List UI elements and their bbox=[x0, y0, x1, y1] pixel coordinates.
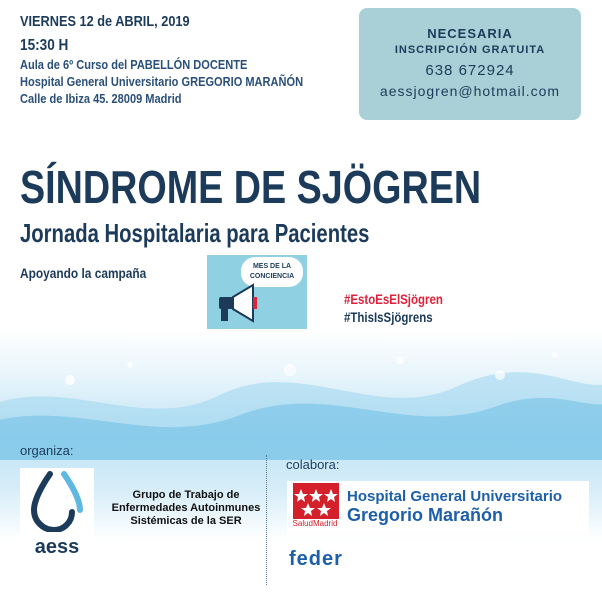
aess-logo-text: aess bbox=[34, 536, 80, 558]
colabora-label: colabora: bbox=[286, 457, 340, 472]
page-title: SÍNDROME DE SJÖGREN bbox=[20, 161, 482, 213]
page-subtitle: Jornada Hospitalaria para Pacientes bbox=[20, 218, 370, 248]
awareness-month-badge bbox=[207, 255, 307, 329]
event-address: Calle de Ibiza 45. 28009 Madrid bbox=[20, 91, 182, 106]
salud-madrid-text: SaludMadrid bbox=[292, 519, 338, 528]
registration-required: NECESARIA bbox=[427, 26, 513, 41]
organiza-label: organiza: bbox=[20, 443, 74, 458]
event-time: 15:30 H bbox=[20, 37, 69, 54]
water-splash-graphic bbox=[0, 340, 602, 460]
event-info bbox=[20, 12, 353, 107]
feder-logo bbox=[287, 545, 349, 575]
section-divider bbox=[266, 455, 268, 585]
madrid-star-icon bbox=[293, 483, 339, 519]
registration-free: INSCRIPCIÓN GRATUITA bbox=[394, 44, 546, 56]
megaphone-icon bbox=[213, 279, 263, 323]
aess-droplet-icon bbox=[30, 470, 86, 532]
event-venue-1: Aula de 6º Curso del PABELLÓN DOCENTE bbox=[20, 57, 248, 72]
event-date: VIERNES 12 de ABRIL, 2019 bbox=[20, 13, 190, 30]
registration-email[interactable]: aessjogren@hotmail.com bbox=[379, 83, 561, 99]
event-venue-2: Hospital General Universitario GREGORIO MARAÑÓN bbox=[20, 74, 304, 89]
aess-logo bbox=[20, 468, 94, 558]
badge-speech-bubble: MES DE LA CONCIENCIA bbox=[241, 257, 303, 287]
campaign-label: Apoyando la campaña bbox=[20, 265, 147, 281]
campaign-hashtags bbox=[344, 290, 443, 326]
hospital-name-line2: Gregorio Marañón bbox=[347, 505, 504, 525]
hospital-logo bbox=[287, 481, 589, 535]
registration-phone[interactable]: 638 672924 bbox=[425, 62, 515, 79]
hospital-name-line1: Hospital General Universitario bbox=[347, 488, 563, 505]
hashtag-es[interactable]: #EstoEsElSjögren bbox=[344, 291, 443, 307]
registration-box bbox=[359, 8, 581, 120]
hashtag-en[interactable]: #ThisIsSjögrens bbox=[344, 309, 433, 325]
hospital-name bbox=[347, 487, 562, 525]
organizer-group: Grupo de Trabajo de Enfermedades Autoinmunes Sistémicas de la SER bbox=[111, 489, 261, 527]
feder-logo-text: feder bbox=[289, 548, 343, 570]
